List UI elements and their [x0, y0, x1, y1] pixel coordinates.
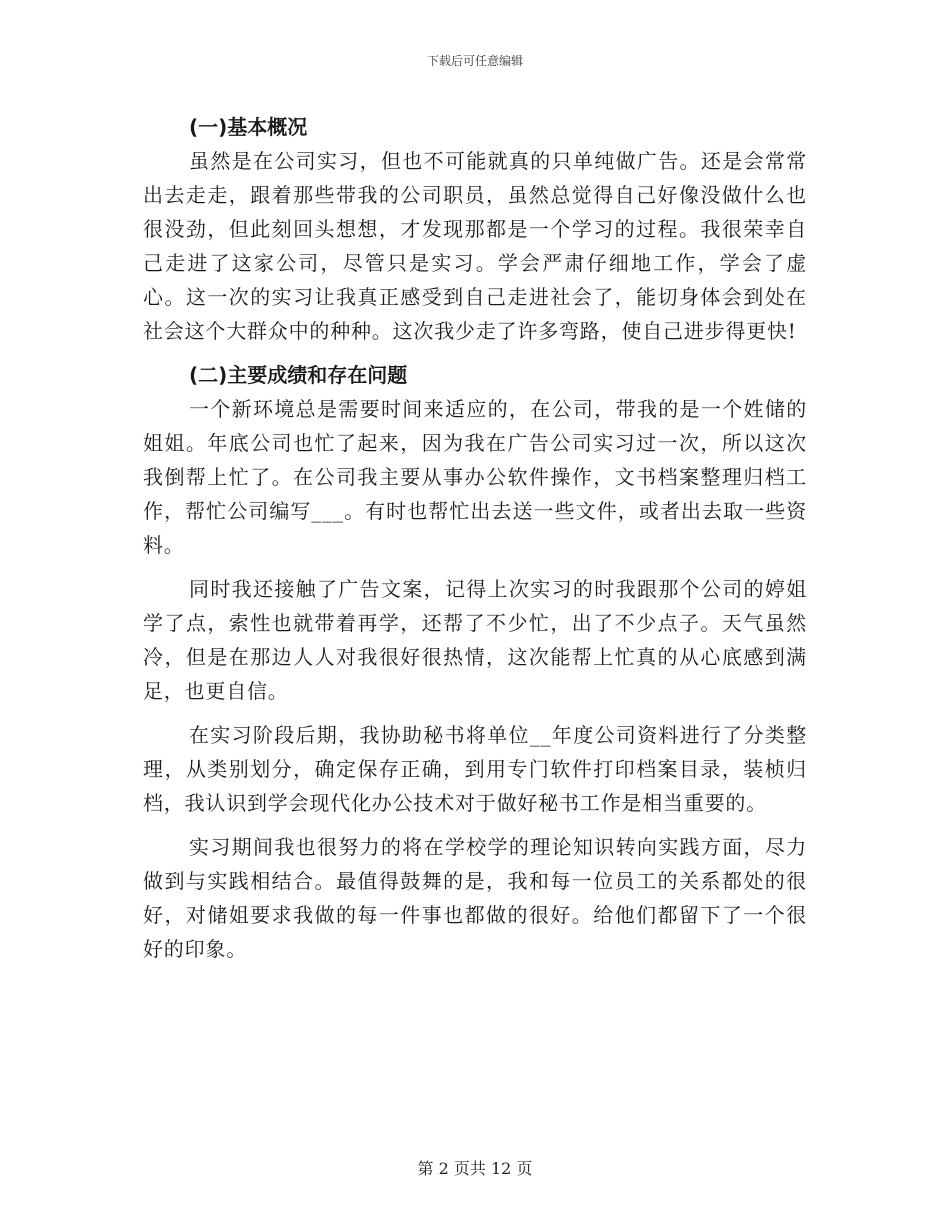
paragraph: 同时我还接触了广告文案，记得上次实习的时我跟那个公司的婷姐学了点，索性也就带着再学，还帮了不少忙，出了不少点子。天气虽然冷，但是在那边人人对我很好很热情，这次能帮上忙真的从心底感到满足，也更自信。	[143, 577, 807, 703]
paragraph: 一个新环境总是需要时间来适应的，在公司，带我的是一个姓储的姐姐。年底公司也忙了起来，因为我在广告公司实习过一次，所以这次我倒帮上忙了。在公司我主要从事办公软件操作，文书档案整理归档工作，帮忙公司编写___。有时也帮忙出去送一些文件，或者出去取一些资料。	[143, 397, 807, 557]
page-number: 第 2 页共 12 页	[417, 1159, 533, 1178]
page-header: 下载后可任意编辑	[426, 54, 523, 68]
section-heading-basic: (一)基本概况	[189, 115, 308, 139]
paragraph: 虽然是在公司实习，但也不可能就真的只单纯做广告。还是会常常出去走走，跟着那些带我的公司职员，虽然总觉得自己好像没做什么也很没劲，但此刻回头想想，才发现那都是一个学习的过程。我很荣幸自己走进了这家公司，尽管只是实习。学会严肃仔细地工作，学会了虚心。这一次的实习让我真正感受到自己走进社会了，能切身体会到处在社会这个大群众中的种种。这次我少走了许多弯路，使自己进步得更快!	[143, 149, 807, 343]
document-body	[143, 110, 807, 966]
paragraph: 实习期间我也很努力的将在学校学的理论知识转向实践方面，尽力做到与实践相结合。最值得鼓舞的是，我和每一位员工的关系都处的很好，对储姐要求我做的每一件事也都做的很好。给他们都留下了一个很好的印象。	[143, 835, 807, 961]
paragraph: 在实习阶段后期，我协助秘书将单位__年度公司资料进行了分类整理，从类别划分，确定保存正确，到用专门软件打印档案目录，装桢归档，我认识到学会现代化办公技术对于做好秘书工作是相当重要的。	[143, 723, 807, 815]
section-heading-achievements: (二)主要成绩和存在问题	[189, 363, 408, 387]
